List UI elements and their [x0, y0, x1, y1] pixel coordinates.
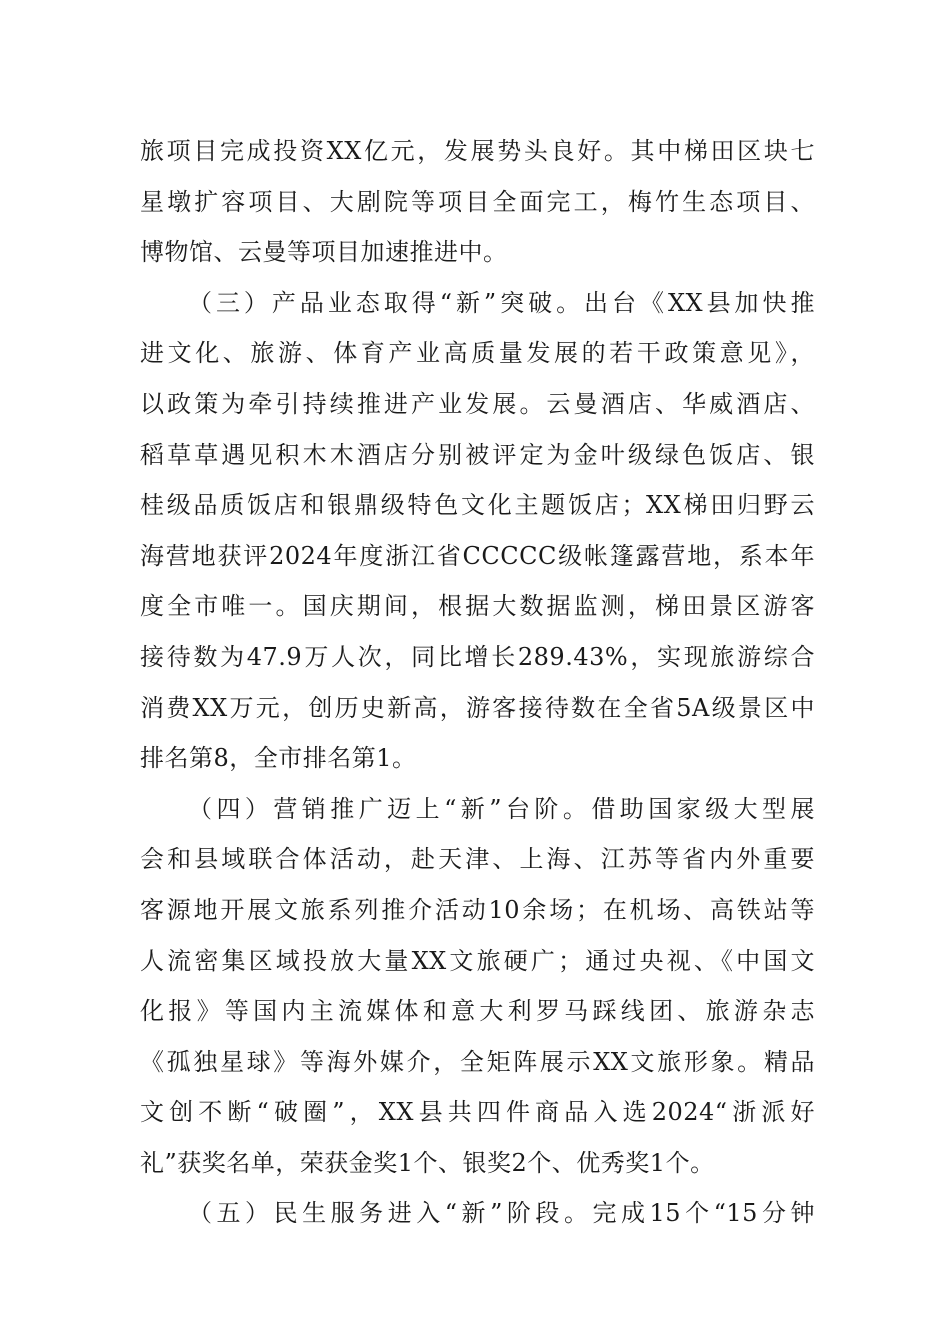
- text-line: 化报》等国内主流媒体和意大利罗马踩线团、旅游杂志: [140, 997, 815, 1026]
- text-line: 海营地获评2024年度浙江省CCCCC级帐篷露营地，系本年: [140, 541, 815, 570]
- text-line: 人流密集区域投放大量XX文旅硬广；通过央视、《中国文: [140, 946, 815, 975]
- text-line: （三）产品业态取得“新”突破。出台《XX县加快推: [188, 288, 815, 317]
- text-line: 进文化、旅游、体育产业高质量发展的若干政策意见》，: [140, 339, 815, 368]
- text-line: 客源地开展文旅系列推介活动10余场；在机场、高铁站等: [140, 895, 815, 924]
- text-line: 度全市唯一。国庆期间，根据大数据监测，梯田景区游客: [140, 592, 815, 621]
- text-line: 桂级品质饭店和银鼎级特色文化主题饭店；XX梯田归野云: [140, 491, 815, 520]
- document-body: [140, 126, 815, 1239]
- text-line: （四）营销推广迈上“新”台阶。借助国家级大型展: [188, 794, 815, 823]
- text-line: 稻草草遇见积木木酒店分别被评定为金叶级绿色饭店、银: [140, 440, 815, 469]
- text-line: 礼”获奖名单，荣获金奖1个、银奖2个、优秀奖1个。: [140, 1148, 715, 1177]
- text-line: 《孤独星球》等海外媒介，全矩阵展示XX文旅形象。精品: [140, 1047, 815, 1076]
- text-line: 消费XX万元，创历史新高，游客接待数在全省5A级景区中: [140, 693, 815, 722]
- text-line: 旅项目完成投资XX亿元，发展势头良好。其中梯田区块七: [140, 137, 815, 165]
- text-line: 星墩扩容项目、大剧院等项目全面完工，梅竹生态项目、: [140, 187, 815, 216]
- text-line: （五）民生服务进入“新”阶段。完成15个“15分钟: [188, 1199, 815, 1228]
- text-line: 会和县域联合体活动，赴天津、上海、江苏等省内外重要: [140, 845, 815, 874]
- text-line: 文创不断“破圈”，XX县共四件商品入选2024“浙派好: [140, 1098, 815, 1127]
- text-line: 以政策为牵引持续推进产业发展。云曼酒店、华威酒店、: [140, 389, 815, 418]
- text-line: 接待数为47.9万人次，同比增长289.43%，实现旅游综合: [140, 642, 815, 671]
- text-line: 排名第8，全市排名第1。: [140, 744, 417, 773]
- text-line: 博物馆、云曼等项目加速推进中。: [140, 238, 508, 267]
